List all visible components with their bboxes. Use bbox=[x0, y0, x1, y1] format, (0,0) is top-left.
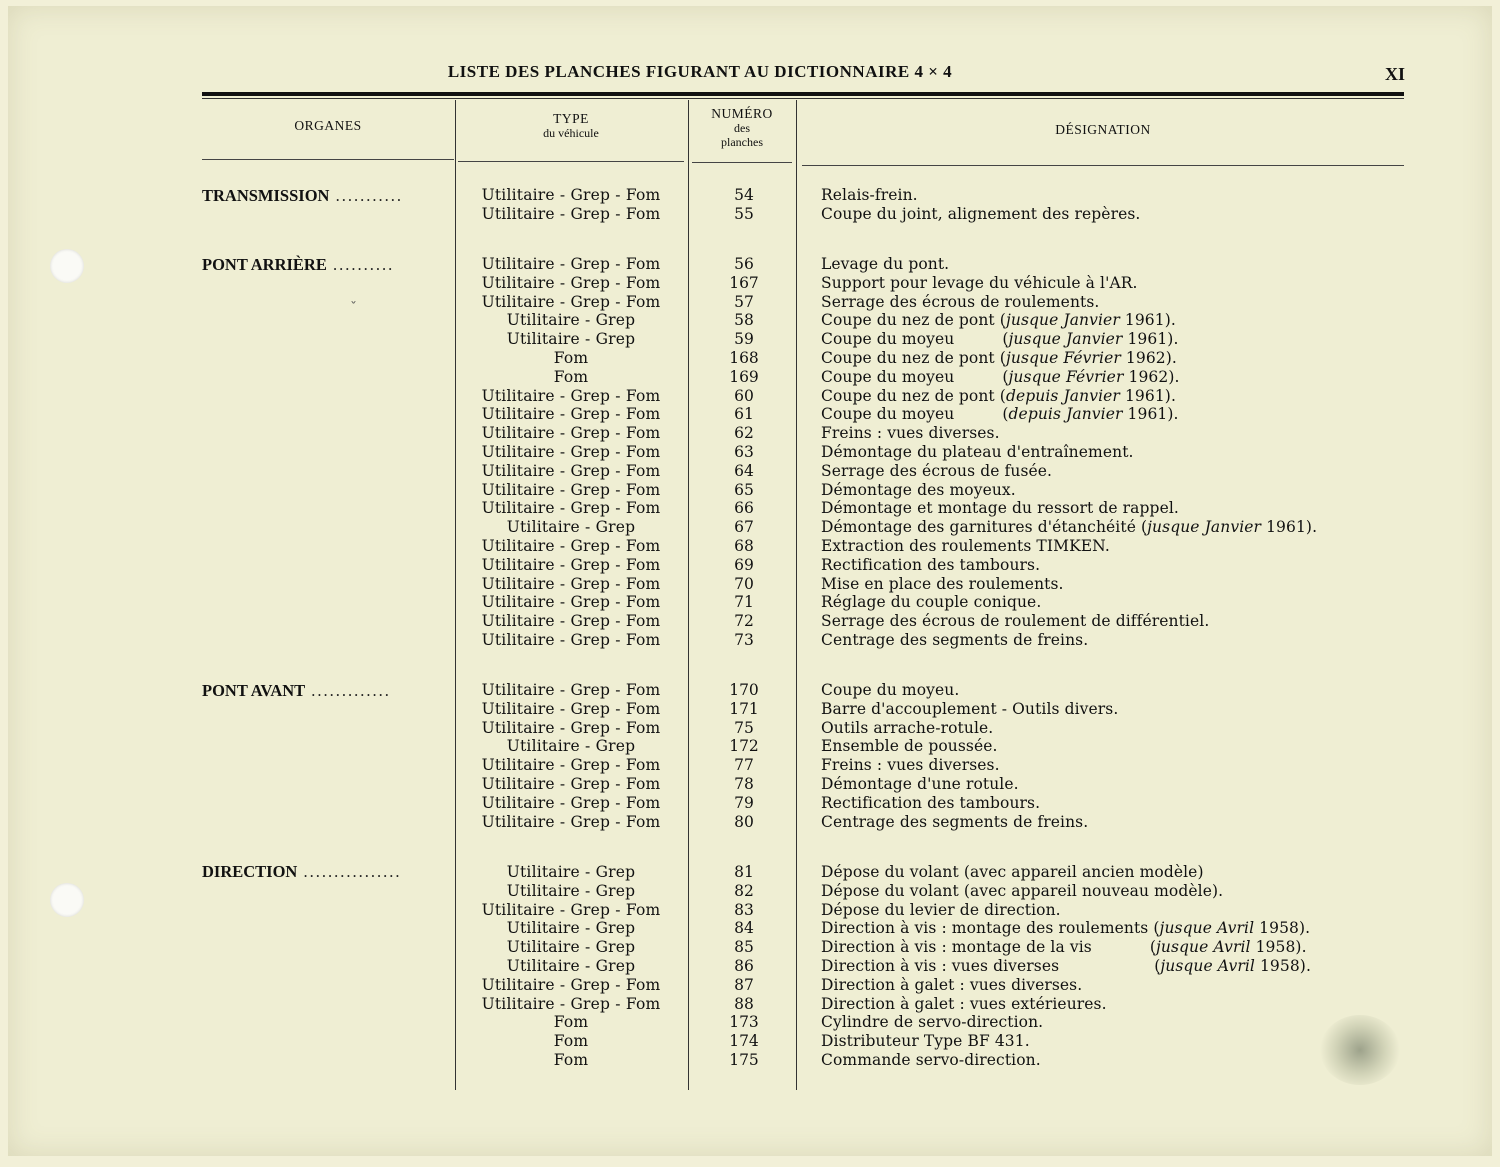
plate-number-cell: 86 bbox=[734, 957, 754, 975]
designation-cell bbox=[821, 330, 1341, 348]
stray-mark: ˇ bbox=[350, 300, 357, 316]
vehicle-type-cell: Utilitaire - Grep bbox=[506, 518, 636, 537]
designation-text: 1961). bbox=[1122, 405, 1179, 424]
plate-number-cell: 175 bbox=[729, 1051, 759, 1069]
designation-cell bbox=[821, 186, 1341, 204]
vehicle-type-cell: Utilitaire - Grep - Fom bbox=[481, 793, 661, 812]
col-header-numero bbox=[690, 107, 794, 149]
designation-text: Serrage des écrous de fusée. bbox=[821, 461, 1053, 480]
plate-number-cell: 66 bbox=[734, 499, 754, 518]
designation-text: Direction à vis : montage de la vis bbox=[821, 938, 1092, 957]
table-row bbox=[0, 424, 1500, 443]
table-row bbox=[0, 556, 1500, 575]
designation-text: 1958). bbox=[1254, 957, 1311, 975]
designation-text: Coupe du moyeu bbox=[821, 405, 955, 424]
designation-text: 1961). bbox=[1261, 518, 1318, 537]
table-row bbox=[0, 330, 1500, 349]
table-row bbox=[0, 631, 1500, 650]
plate-number-cell: 88 bbox=[734, 994, 754, 1013]
designation-cell bbox=[821, 537, 1341, 555]
plate-number-cell: 168 bbox=[729, 349, 759, 367]
vehicle-type-cell: Utilitaire - Grep - Fom bbox=[481, 537, 661, 555]
table-row bbox=[0, 462, 1500, 481]
col-header-type-line1: TYPE bbox=[553, 111, 589, 126]
designation-cell bbox=[821, 499, 1341, 517]
plate-number-cell: 167 bbox=[729, 273, 759, 292]
table-row bbox=[0, 537, 1500, 556]
table-row bbox=[0, 481, 1500, 500]
vehicle-type-cell: Utilitaire - Grep - Fom bbox=[481, 424, 661, 443]
table-row bbox=[0, 1032, 1500, 1051]
designation-text: Démontage des moyeux. bbox=[821, 480, 1016, 499]
vehicle-type-cell: Utilitaire - Grep - Fom bbox=[481, 681, 661, 699]
designation-italic-text: jusque Février bbox=[1008, 367, 1124, 386]
designation-cell bbox=[821, 719, 1341, 737]
designation-text: Extraction des roulements TIMKEN. bbox=[821, 537, 1110, 555]
plate-number-cell: 169 bbox=[729, 367, 759, 386]
vehicle-type-cell: Utilitaire - Grep bbox=[506, 330, 636, 349]
plate-number-cell: 57 bbox=[734, 292, 754, 311]
plate-number-cell: 87 bbox=[734, 975, 754, 994]
table-row bbox=[0, 737, 1500, 756]
designation-text: Dépose du levier de direction. bbox=[821, 900, 1061, 919]
designation-cell bbox=[821, 349, 1341, 367]
designation-text: Coupe du nez de pont ( bbox=[821, 311, 1006, 330]
table-row bbox=[0, 612, 1500, 631]
plate-number-cell: 67 bbox=[734, 518, 754, 537]
table-row bbox=[0, 255, 1500, 274]
designation-italic-text: jusque Janvier bbox=[1008, 330, 1123, 349]
vehicle-type-cell: Utilitaire - Grep - Fom bbox=[481, 255, 661, 273]
table-row bbox=[0, 700, 1500, 719]
plate-number-cell: 65 bbox=[734, 480, 754, 499]
designation-text: Freins : vues diverses. bbox=[821, 756, 1000, 775]
table-row bbox=[0, 863, 1500, 882]
plate-number-cell: 72 bbox=[734, 612, 754, 631]
designation-cell bbox=[821, 462, 1341, 480]
vehicle-type-cell: Fom bbox=[553, 349, 589, 367]
vehicle-type-cell: Utilitaire - Grep - Fom bbox=[481, 273, 661, 292]
designation-cell bbox=[821, 556, 1341, 574]
page-number: XI bbox=[1384, 64, 1405, 84]
plate-number-cell: 85 bbox=[734, 938, 754, 957]
designation-cell bbox=[821, 976, 1341, 994]
table-row bbox=[0, 443, 1500, 462]
vehicle-type-cell: Utilitaire - Grep - Fom bbox=[481, 204, 661, 223]
leader-dots: ................ bbox=[297, 862, 402, 881]
vehicle-type-cell: Utilitaire - Grep - Fom bbox=[481, 975, 661, 994]
col-header-numero-line2: des bbox=[734, 121, 750, 135]
table-row bbox=[0, 205, 1500, 224]
designation-cell bbox=[821, 593, 1341, 611]
vehicle-type-cell: Utilitaire - Grep - Fom bbox=[481, 186, 661, 204]
designation-cell bbox=[821, 794, 1341, 812]
designation-text: Freins : vues diverses. bbox=[821, 424, 1000, 443]
table-row bbox=[0, 186, 1500, 205]
header-underline-numero bbox=[692, 162, 792, 163]
table-row bbox=[0, 349, 1500, 368]
plate-number-cell: 61 bbox=[734, 405, 754, 424]
vehicle-type-cell: Utilitaire - Grep - Fom bbox=[481, 718, 661, 737]
designation-cell bbox=[821, 737, 1341, 755]
designation-text: 1962). bbox=[1123, 367, 1180, 386]
leader-dots: .......... bbox=[326, 255, 395, 274]
plate-number-cell: 58 bbox=[734, 311, 754, 330]
designation-text: Cylindre de servo-direction. bbox=[821, 1013, 1044, 1032]
designation-text: Coupe du joint, alignement des repères. bbox=[821, 204, 1141, 223]
designation-cell bbox=[821, 813, 1341, 831]
plate-number-cell: 56 bbox=[734, 255, 754, 273]
designation-cell bbox=[821, 901, 1341, 919]
header-rule-thick bbox=[202, 92, 1404, 96]
table-row bbox=[0, 368, 1500, 387]
designation-text: 1961). bbox=[1119, 386, 1176, 405]
designation-text: Coupe du moyeu bbox=[821, 330, 955, 349]
col-header-type bbox=[458, 112, 684, 140]
vehicle-type-cell: Fom bbox=[553, 1013, 589, 1032]
col-header-numero-line3: planches bbox=[721, 135, 763, 149]
plate-number-cell: 60 bbox=[734, 386, 754, 405]
vehicle-type-cell: Utilitaire - Grep - Fom bbox=[481, 699, 661, 718]
plate-number-cell: 79 bbox=[734, 793, 754, 812]
col-header-designation: DÉSIGNATION bbox=[1055, 122, 1151, 137]
table-row bbox=[0, 719, 1500, 738]
table-row bbox=[0, 813, 1500, 832]
header-underline-type bbox=[458, 161, 684, 162]
col-header-type-line2: du véhicule bbox=[543, 126, 599, 140]
designation-cell bbox=[821, 863, 1341, 881]
designation-text: Centrage des segments de freins. bbox=[821, 812, 1089, 831]
plate-number-cell: 78 bbox=[734, 775, 754, 793]
designation-text: Serrage des écrous de roulements. bbox=[821, 292, 1100, 311]
vehicle-type-cell: Utilitaire - Grep - Fom bbox=[481, 499, 661, 518]
vehicle-type-cell: Utilitaire - Grep - Fom bbox=[481, 612, 661, 631]
vehicle-type-cell: Utilitaire - Grep - Fom bbox=[481, 900, 661, 919]
designation-text: Réglage du couple conique. bbox=[821, 593, 1042, 612]
vehicle-type-cell: Utilitaire - Grep - Fom bbox=[481, 812, 661, 831]
designation-text: Coupe du nez de pont ( bbox=[821, 386, 1006, 405]
designation-cell bbox=[821, 293, 1341, 311]
designation-text: Mise en place des roulements. bbox=[821, 574, 1064, 593]
plate-number-cell: 55 bbox=[734, 204, 754, 223]
designation-cell bbox=[821, 387, 1341, 405]
plate-number-cell: 77 bbox=[734, 756, 754, 775]
table-row bbox=[0, 311, 1500, 330]
table-row bbox=[0, 976, 1500, 995]
section-name: DIRECTION bbox=[202, 862, 298, 881]
designation-text: Direction à vis : vues diverses bbox=[821, 957, 1060, 975]
plate-number-cell: 73 bbox=[734, 631, 754, 649]
plate-number-cell: 54 bbox=[734, 186, 754, 204]
table-row bbox=[0, 957, 1500, 976]
plate-number-cell: 69 bbox=[734, 555, 754, 574]
designation-cell bbox=[821, 919, 1341, 937]
plate-number-cell: 171 bbox=[729, 699, 759, 718]
designation-text: Centrage des segments de freins. bbox=[821, 631, 1089, 649]
plate-number-cell: 75 bbox=[734, 718, 754, 737]
designation-text: Levage du pont. bbox=[821, 255, 950, 273]
designation-cell bbox=[821, 424, 1341, 442]
designation-text: ( bbox=[1002, 330, 1009, 349]
plate-number-cell: 68 bbox=[734, 537, 754, 555]
plate-number-cell: 173 bbox=[729, 1013, 759, 1032]
vehicle-type-cell: Utilitaire - Grep - Fom bbox=[481, 775, 661, 793]
section-name: PONT AVANT bbox=[202, 681, 306, 700]
designation-italic-text: depuis Janvier bbox=[1005, 386, 1120, 405]
designation-text: Distributeur Type BF 431. bbox=[821, 1032, 1030, 1051]
designation-cell bbox=[821, 775, 1341, 793]
vehicle-type-cell: Utilitaire - Grep - Fom bbox=[481, 574, 661, 593]
designation-cell bbox=[821, 882, 1341, 900]
designation-text: ( bbox=[1154, 957, 1161, 975]
designation-cell bbox=[821, 405, 1341, 423]
vehicle-type-cell: Fom bbox=[553, 367, 589, 386]
designation-text: Démontage d'une rotule. bbox=[821, 775, 1019, 793]
table-row bbox=[0, 995, 1500, 1014]
table-row bbox=[0, 681, 1500, 700]
designation-cell bbox=[821, 995, 1341, 1013]
designation-text: 1961). bbox=[1119, 311, 1176, 330]
header-underline-designation bbox=[802, 165, 1404, 166]
designation-text: Relais-frein. bbox=[821, 186, 918, 204]
vehicle-type-cell: Fom bbox=[553, 1032, 589, 1051]
vehicle-type-cell: Utilitaire - Grep - Fom bbox=[481, 443, 661, 461]
designation-text: Démontage et montage du ressort de rappel. bbox=[821, 499, 1179, 518]
designation-text: Dépose du volant (avec appareil nouveau modèle). bbox=[821, 881, 1224, 900]
table-row bbox=[0, 518, 1500, 537]
designation-text: Barre d'accouplement - Outils divers. bbox=[821, 699, 1119, 718]
table-row bbox=[0, 938, 1500, 957]
designation-cell bbox=[821, 443, 1341, 461]
table-row bbox=[0, 575, 1500, 594]
table-row bbox=[0, 901, 1500, 920]
table-row bbox=[0, 794, 1500, 813]
plate-number-cell: 70 bbox=[734, 574, 754, 593]
designation-cell bbox=[821, 681, 1341, 699]
table-row bbox=[0, 882, 1500, 901]
vehicle-type-cell: Utilitaire - Grep - Fom bbox=[481, 405, 661, 424]
designation-cell bbox=[821, 1032, 1341, 1050]
section-name: PONT ARRIÈRE bbox=[202, 255, 327, 274]
col-header-organes: ORGANES bbox=[294, 118, 362, 133]
plate-number-cell: 84 bbox=[734, 919, 754, 938]
table-row bbox=[0, 919, 1500, 938]
designation-text: Support pour levage du véhicule à l'AR. bbox=[821, 273, 1138, 292]
page-title: LISTE DES PLANCHES FIGURANT AU DICTIONNAIRE 4 × 4 bbox=[447, 62, 953, 81]
table-row bbox=[0, 405, 1500, 424]
designation-cell bbox=[821, 575, 1341, 593]
plate-number-cell: 80 bbox=[734, 812, 754, 831]
vehicle-type-cell: Utilitaire - Grep bbox=[506, 957, 636, 975]
plate-number-cell: 82 bbox=[734, 881, 754, 900]
designation-text: 1961). bbox=[1122, 330, 1179, 349]
designation-text: Coupe du moyeu. bbox=[821, 681, 960, 699]
vehicle-type-cell: Utilitaire - Grep bbox=[506, 881, 636, 900]
plate-number-cell: 59 bbox=[734, 330, 754, 349]
designation-text: Dépose du volant (avec appareil ancien modèle) bbox=[821, 863, 1204, 881]
vehicle-type-cell: Utilitaire - Grep - Fom bbox=[481, 994, 661, 1013]
header-underline-organes bbox=[202, 159, 454, 160]
designation-italic-text: jusque Janvier bbox=[1005, 311, 1120, 330]
designation-cell bbox=[821, 612, 1341, 630]
designation-text: ( bbox=[1149, 938, 1156, 957]
vehicle-type-cell: Utilitaire - Grep bbox=[506, 938, 636, 957]
designation-text: Ensemble de poussée. bbox=[821, 737, 998, 756]
leader-dots: ............. bbox=[305, 681, 391, 700]
designation-italic-text: depuis Janvier bbox=[1008, 405, 1123, 424]
designation-text: Outils arrache-rotule. bbox=[821, 718, 994, 737]
plate-number-cell: 174 bbox=[729, 1032, 759, 1051]
table-row bbox=[0, 593, 1500, 612]
designation-cell bbox=[821, 311, 1341, 329]
designation-cell bbox=[821, 205, 1341, 223]
vehicle-type-cell: Utilitaire - Grep - Fom bbox=[481, 756, 661, 775]
plate-number-cell: 172 bbox=[729, 737, 759, 756]
vehicle-type-cell: Utilitaire - Grep - Fom bbox=[481, 386, 661, 405]
vehicle-type-cell: Utilitaire - Grep - Fom bbox=[481, 292, 661, 311]
designation-cell bbox=[821, 518, 1341, 536]
designation-text: Commande servo-direction. bbox=[821, 1051, 1041, 1069]
plate-number-cell: 63 bbox=[734, 443, 754, 461]
designation-text: Direction à galet : vues diverses. bbox=[821, 975, 1083, 994]
plate-number-cell: 71 bbox=[734, 593, 754, 612]
vehicle-type-cell: Utilitaire - Grep bbox=[506, 311, 636, 330]
designation-text: Serrage des écrous de roulement de différentiel. bbox=[821, 612, 1210, 631]
designation-cell bbox=[821, 255, 1341, 273]
designation-cell bbox=[821, 1051, 1341, 1069]
plate-number-cell: 64 bbox=[734, 461, 754, 480]
designation-cell bbox=[821, 481, 1341, 499]
table-row bbox=[0, 1051, 1500, 1070]
designation-text: 1958). bbox=[1254, 919, 1311, 938]
designation-cell bbox=[821, 938, 1341, 956]
designation-italic-text: jusque Février bbox=[1005, 349, 1121, 367]
vehicle-type-cell: Utilitaire - Grep - Fom bbox=[481, 461, 661, 480]
designation-cell bbox=[821, 631, 1341, 649]
designation-text: Démontage du plateau d'entraînement. bbox=[821, 443, 1134, 461]
designation-text: Direction à vis : montage des roulements ( bbox=[821, 919, 1160, 938]
table-row bbox=[0, 756, 1500, 775]
designation-text: Direction à galet : vues extérieures. bbox=[821, 994, 1107, 1013]
designation-text: Rectification des tambours. bbox=[821, 555, 1041, 574]
table-row bbox=[0, 274, 1500, 293]
header-rule-thin bbox=[202, 98, 1404, 99]
designation-text: Coupe du moyeu bbox=[821, 367, 955, 386]
designation-text: 1958). bbox=[1250, 938, 1307, 957]
designation-cell bbox=[821, 368, 1341, 386]
col-header-numero-line1: NUMÉRO bbox=[711, 106, 773, 121]
vehicle-type-cell: Utilitaire - Grep bbox=[506, 919, 636, 938]
vehicle-type-cell: Utilitaire - Grep bbox=[506, 863, 636, 881]
table-row bbox=[0, 1013, 1500, 1032]
designation-text: ( bbox=[1002, 405, 1009, 424]
designation-text: Coupe du nez de pont ( bbox=[821, 349, 1006, 367]
plate-number-cell: 83 bbox=[734, 900, 754, 919]
plate-number-cell: 62 bbox=[734, 424, 754, 443]
plate-number-cell: 81 bbox=[734, 863, 754, 881]
table-row bbox=[0, 775, 1500, 794]
designation-cell bbox=[821, 957, 1341, 975]
designation-text: Démontage des garnitures d'étanchéité ( bbox=[821, 518, 1148, 537]
designation-cell bbox=[821, 756, 1341, 774]
designation-italic-text: jusque Avril bbox=[1155, 938, 1251, 957]
table-row bbox=[0, 499, 1500, 518]
designation-text: Rectification des tambours. bbox=[821, 793, 1041, 812]
designation-cell bbox=[821, 274, 1341, 292]
designation-cell bbox=[821, 1013, 1341, 1031]
designation-cell bbox=[821, 700, 1341, 718]
vehicle-type-cell: Utilitaire - Grep - Fom bbox=[481, 593, 661, 612]
vehicle-type-cell: Utilitaire - Grep bbox=[506, 737, 636, 756]
designation-italic-text: jusque Avril bbox=[1159, 919, 1255, 938]
vehicle-type-cell: Utilitaire - Grep - Fom bbox=[481, 480, 661, 499]
vehicle-type-cell: Utilitaire - Grep - Fom bbox=[481, 555, 661, 574]
section-name: TRANSMISSION bbox=[202, 186, 330, 205]
designation-text: 1962). bbox=[1120, 349, 1177, 367]
plate-number-cell: 170 bbox=[729, 681, 759, 699]
vehicle-type-cell: Fom bbox=[553, 1051, 589, 1069]
designation-text: ( bbox=[1002, 367, 1009, 386]
table-row bbox=[0, 387, 1500, 406]
designation-italic-text: jusque Avril bbox=[1160, 957, 1255, 975]
table-row bbox=[0, 293, 1500, 312]
leader-dots: ........... bbox=[329, 186, 403, 205]
vehicle-type-cell: Utilitaire - Grep - Fom bbox=[481, 631, 661, 649]
designation-italic-text: jusque Janvier bbox=[1147, 518, 1262, 537]
